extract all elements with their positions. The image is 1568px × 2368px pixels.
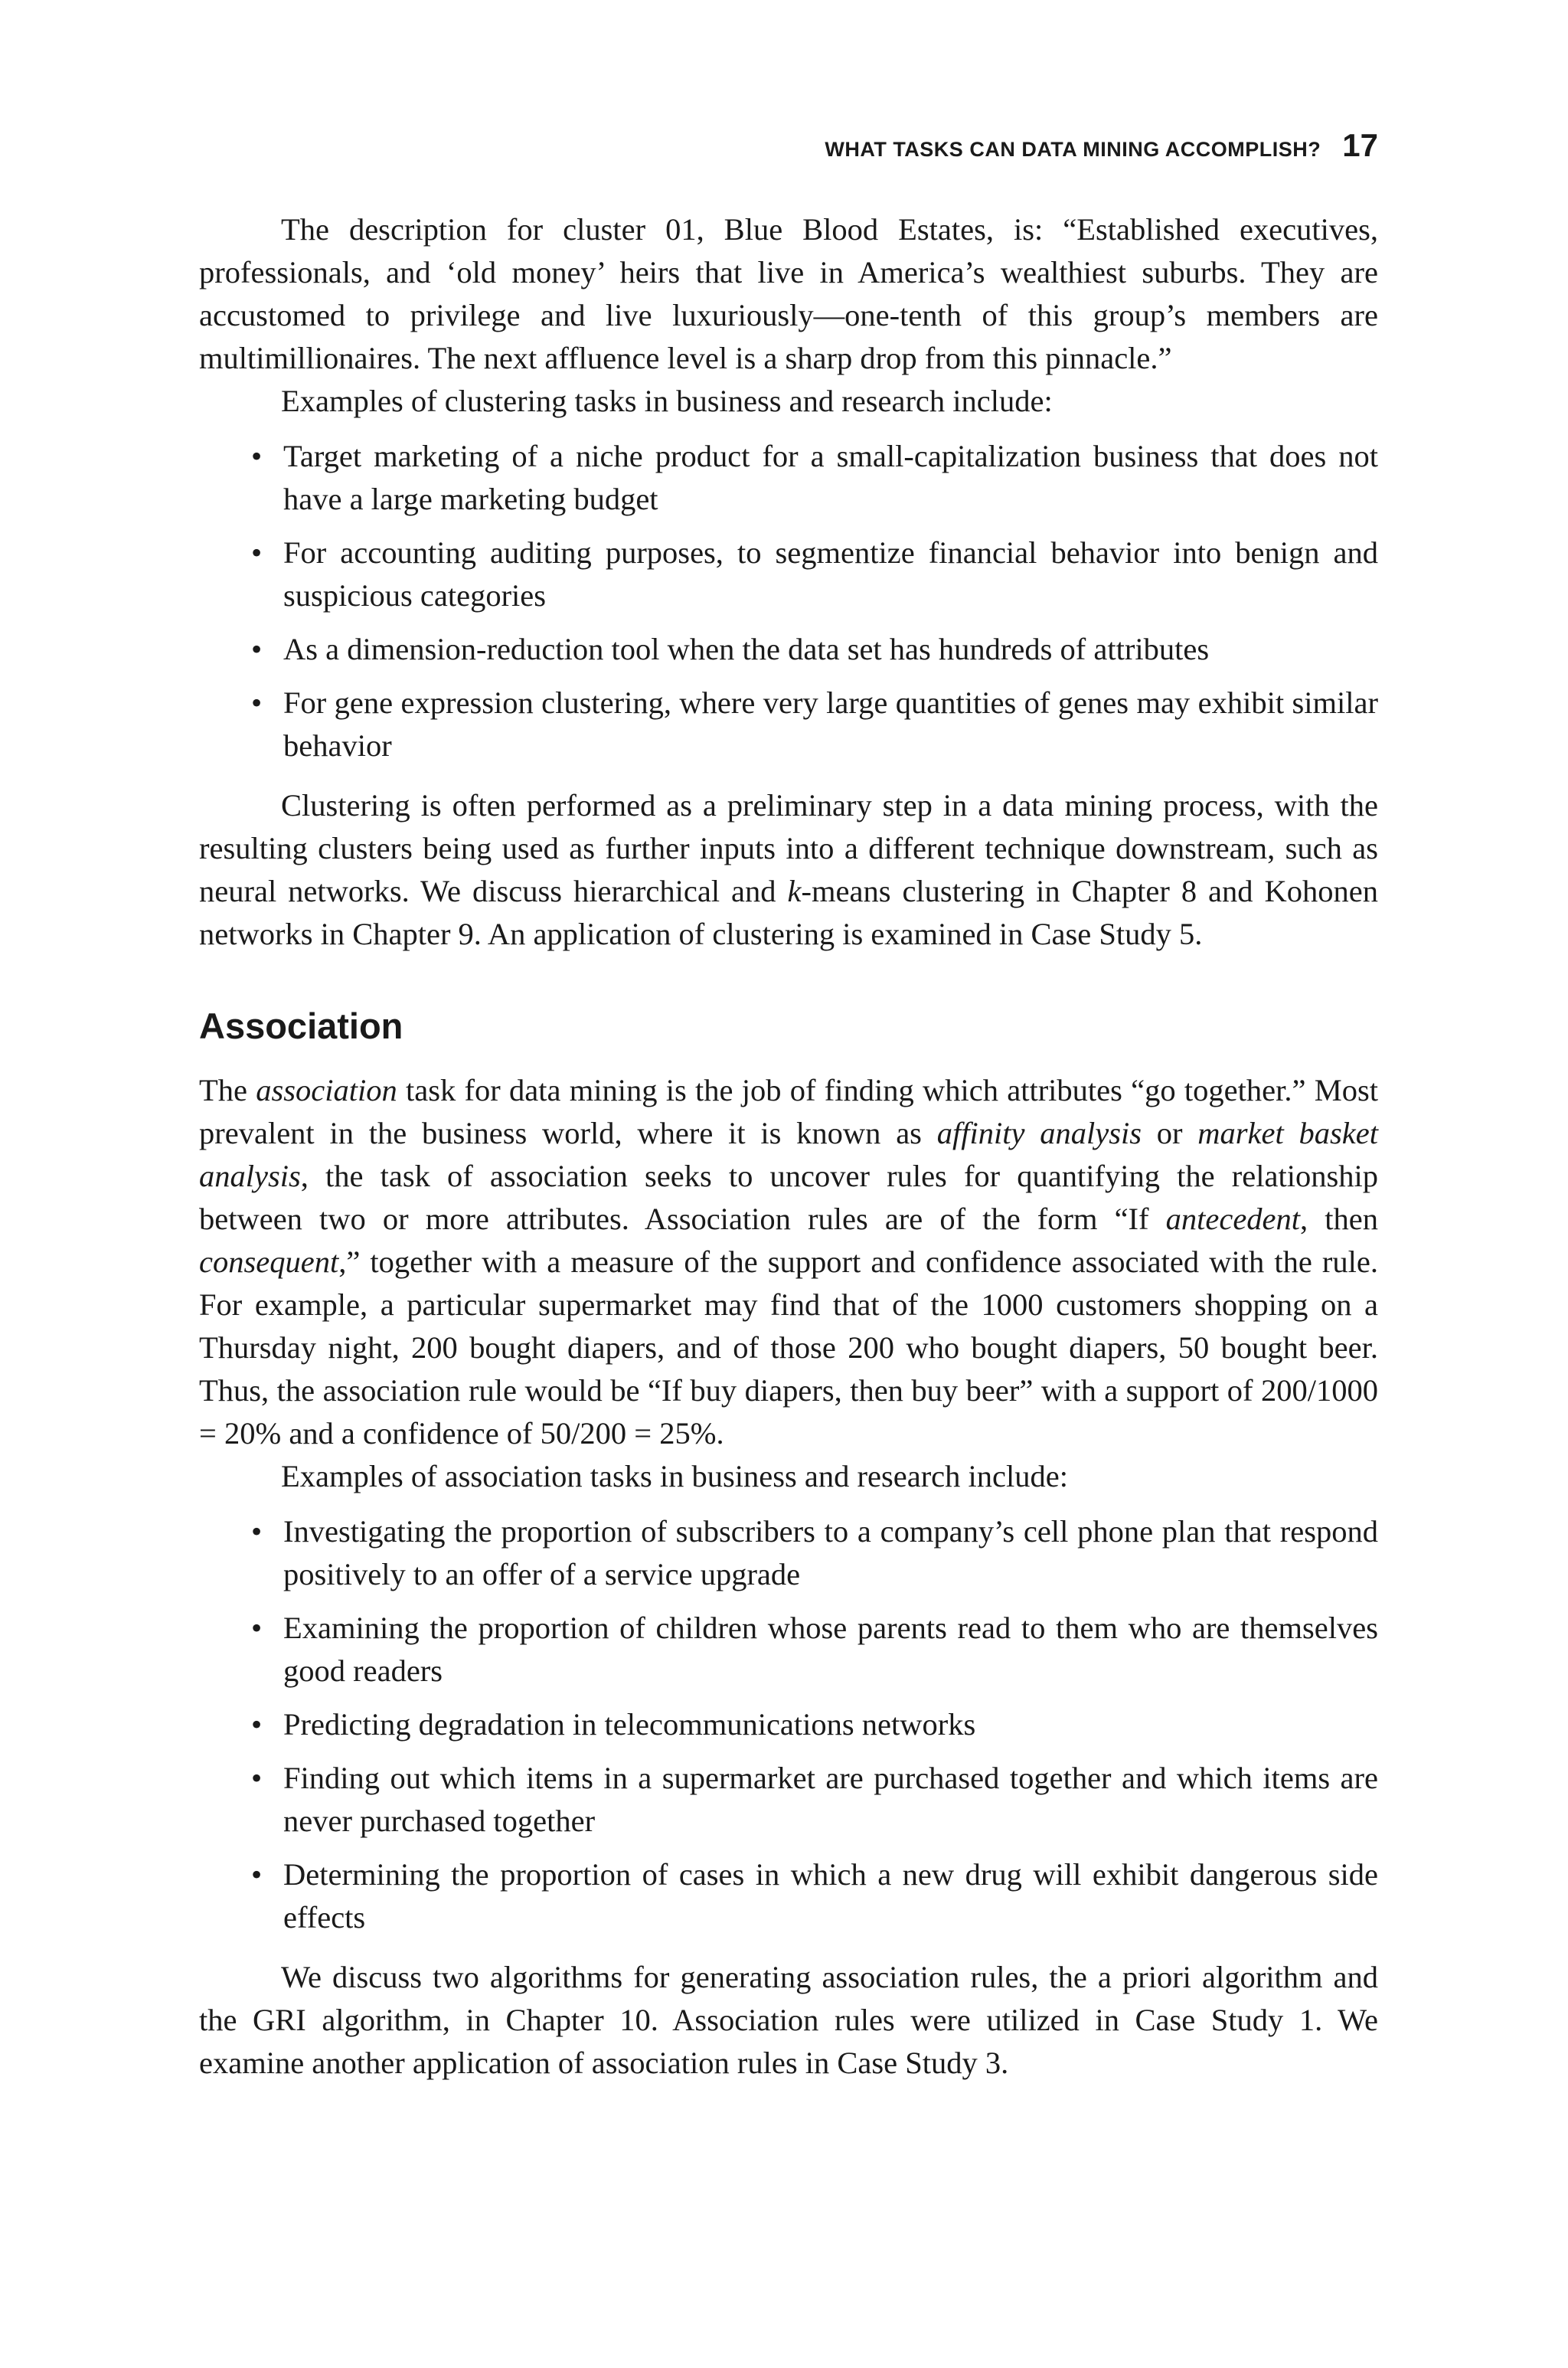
list-item-text: Examining the proportion of children whose parents read to them who are themselves good readers bbox=[283, 1611, 1378, 1688]
list-item bbox=[199, 531, 1378, 617]
list-item-text: Predicting degradation in telecommunications networks bbox=[283, 1707, 976, 1742]
list-item-text: Investigating the proportion of subscribers to a company’s cell phone plan that respond positively to an offer of a service upgrade bbox=[283, 1514, 1378, 1591]
paragraph-association-closing: We discuss two algorithms for generating association rules, the a priori algorithm and the GRI algorithm, in Chapter 10. Association rules were utilized in Case Study 1. We examine another application of association rules in Case Study 3. bbox=[199, 1960, 1378, 2080]
paragraph-association-examples-intro: Examples of association tasks in business and research include: bbox=[281, 1459, 1068, 1493]
bullet-icon: • bbox=[251, 1707, 263, 1742]
list-item bbox=[199, 1510, 1378, 1596]
italic-term: antecedent bbox=[1165, 1202, 1301, 1236]
list-item bbox=[199, 1607, 1378, 1693]
list-item bbox=[199, 682, 1378, 767]
page-body bbox=[199, 208, 1378, 2085]
association-examples-list bbox=[199, 1510, 1378, 1939]
running-title: WHAT TASKS CAN DATA MINING ACCOMPLISH? bbox=[825, 138, 1321, 161]
text-run: , then bbox=[1300, 1202, 1378, 1236]
list-item bbox=[199, 1703, 1378, 1746]
bullet-icon: • bbox=[251, 685, 263, 720]
list-item bbox=[199, 1853, 1378, 1939]
list-item-text: For gene expression clustering, where very large quantities of genes may exhibit similar behavior bbox=[283, 685, 1378, 763]
text-run: -means clustering in Chapter 8 and Kohonen networks in Chapter 9. An application of clustering is examined in Case Study 5. bbox=[199, 874, 1378, 951]
running-header bbox=[199, 127, 1378, 173]
paragraph-cluster-description: The description for cluster 01, Blue Blood Estates, is: “Established executives, professionals, and ‘old money’ heirs that live in America’s wealthiest suburbs. They are accustomed to privilege and live luxuriously—one-tenth of this group’s members are multimillionaires. The next affluence level is a sharp drop from this pinnacle.” bbox=[199, 212, 1378, 375]
text-run: task for data mining is the job of finding which attributes “go together.” Most prevalent in the business world, where it is known as bbox=[199, 1073, 1379, 1150]
text-run: ,” together with a measure of the support and confidence associated with the rule. For example, a particular supermarket may find that of the 1000 customers shopping on a Thursday night, 200 bought diapers, and of those 200 who bought diapers, 50 bought beer. Thus, the association rule would be “If buy diapers, then buy beer” with a support of 200/1000 = 20% and a confidence of 50/200 = 25%. bbox=[199, 1245, 1378, 1451]
list-item bbox=[199, 628, 1378, 671]
list-item-text: Target marketing of a niche product for a small-capitalization business that does not have a large marketing budget bbox=[283, 439, 1378, 516]
bullet-icon: • bbox=[251, 1514, 263, 1549]
clustering-examples-list bbox=[199, 435, 1378, 767]
text-run: Clustering is often performed as a preliminary step in a data mining process, with the resulting clusters being used as further inputs into a different technique downstream, such as neural networks. We discuss hierarchical and bbox=[199, 788, 1378, 908]
section-heading-association: Association bbox=[199, 1006, 403, 1046]
bullet-icon: • bbox=[251, 1857, 263, 1892]
bullet-icon: • bbox=[251, 1611, 263, 1645]
list-item-text: For accounting auditing purposes, to segmentize financial behavior into benign and suspicious categories bbox=[283, 535, 1378, 613]
paragraph-clustering-examples-intro: Examples of clustering tasks in business and research include: bbox=[281, 384, 1053, 418]
italic-k: k bbox=[787, 874, 802, 908]
list-item bbox=[199, 435, 1378, 521]
paragraph-association-definition bbox=[199, 1069, 1378, 1455]
italic-term: association bbox=[256, 1073, 397, 1107]
bullet-icon: • bbox=[251, 535, 263, 570]
bullet-icon: • bbox=[251, 439, 263, 473]
italic-term: affinity analysis bbox=[936, 1116, 1142, 1150]
list-item-text: As a dimension-reduction tool when the data set has hundreds of attributes bbox=[283, 632, 1210, 666]
text-run: or bbox=[1141, 1116, 1198, 1150]
bullet-icon: • bbox=[251, 1761, 263, 1795]
text-run: , the task of association seeks to uncover rules for quantifying the relationship between two or more attributes. Association rules are of the form “If bbox=[199, 1159, 1378, 1236]
paragraph-clustering-closing bbox=[199, 784, 1378, 956]
text-run: The bbox=[199, 1073, 256, 1107]
list-item-text: Finding out which items in a supermarket are purchased together and which items are never purchased together bbox=[283, 1761, 1378, 1838]
page-number: 17 bbox=[1342, 127, 1378, 163]
italic-term: consequent bbox=[199, 1245, 339, 1279]
list-item-text: Determining the proportion of cases in which a new drug will exhibit dangerous side effects bbox=[283, 1857, 1378, 1935]
list-item bbox=[199, 1757, 1378, 1843]
bullet-icon: • bbox=[251, 632, 263, 666]
italic-term: market basket analysis bbox=[199, 1116, 1378, 1193]
